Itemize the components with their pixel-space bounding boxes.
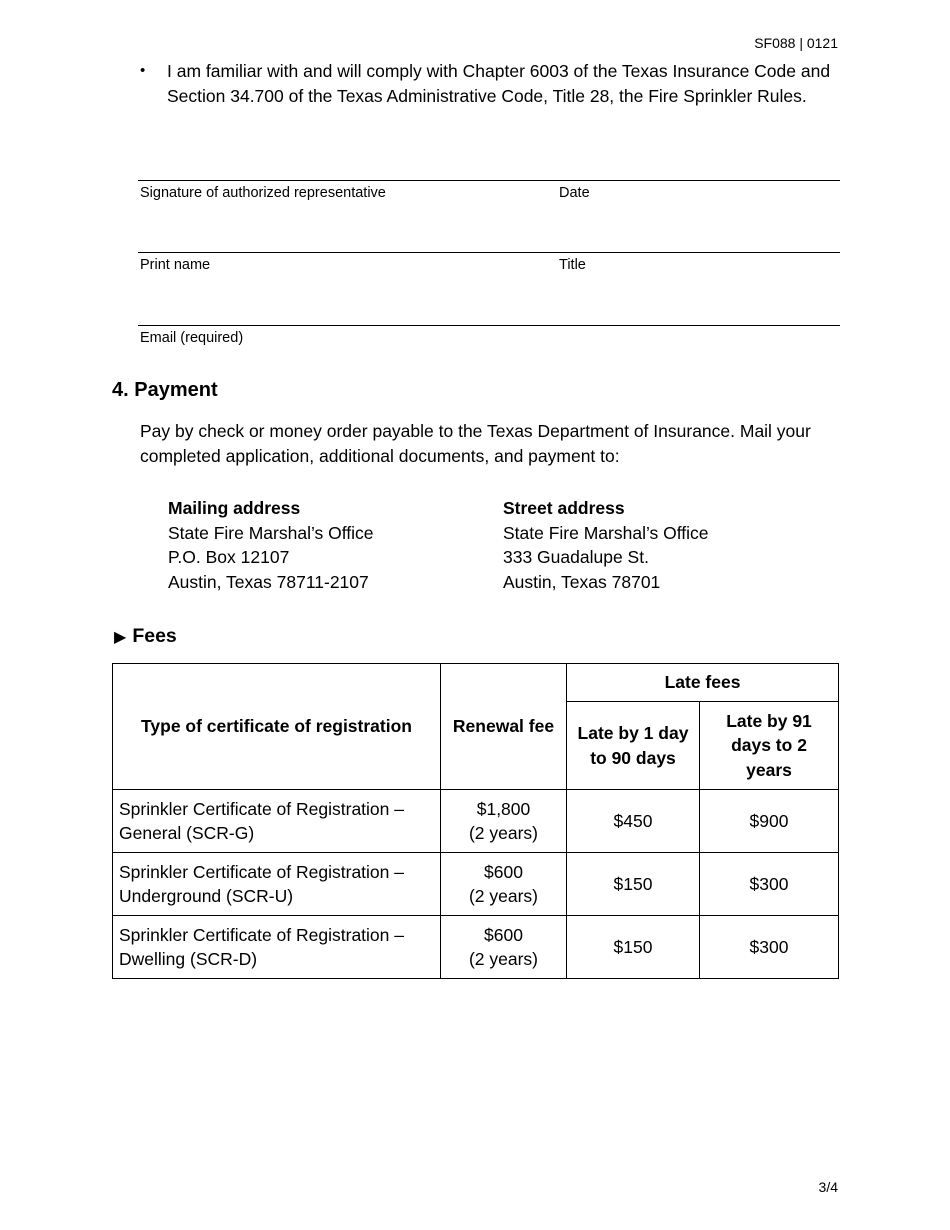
attestation-text: I am familiar with and will comply with Chapter 6003 of the Texas Insurance Code and Section 34.700 of the Texas Administrative Code, Title 28, the Fire Sprinkler Rules.	[167, 61, 831, 106]
payment-intro: Pay by check or money order payable to the Texas Department of Insurance. Mail your completed application, additional documents, and payment to:	[140, 421, 811, 466]
late-fee-2: $300	[700, 853, 839, 916]
attestation-bullet	[140, 59, 840, 108]
mailing-address	[168, 496, 374, 594]
late-fee-1: $150	[567, 916, 700, 979]
bullet-dot: •	[140, 62, 146, 79]
payment-heading: 4. Payment	[112, 379, 218, 401]
header-renewal-fee: Renewal fee	[441, 664, 567, 790]
mailing-address-line: P.O. Box 12107	[168, 547, 290, 567]
email-label: Email (required)	[140, 330, 244, 346]
late-fee-1: $450	[567, 790, 700, 853]
street-address-line: Austin, Texas 78701	[503, 571, 661, 592]
fees-heading[interactable]	[114, 625, 177, 648]
signature-label: Signature of authorized representative	[140, 185, 386, 201]
mailing-address-line: Austin, Texas 78711-2107	[168, 571, 369, 592]
renewal-term: (2 years)	[468, 886, 539, 906]
late-fee-1: $150	[567, 853, 700, 916]
page-number: 3/4	[818, 1179, 838, 1195]
date-label: Date	[559, 185, 590, 201]
table-row	[113, 853, 839, 916]
street-address-heading: Street address	[503, 498, 625, 518]
title-label: Title	[559, 257, 586, 273]
header-late-1-90: Late by 1 day to 90 days	[567, 702, 700, 790]
late-fee-2: $900	[700, 790, 839, 853]
certificate-type: Sprinkler Certificate of Registration – Underground (SCR-U)	[113, 853, 441, 916]
print-name-line[interactable]	[138, 252, 840, 253]
header-type: Type of certificate of registration	[113, 664, 441, 790]
expand-triangle-icon[interactable]: ▶	[114, 628, 127, 646]
mailing-address-line: State Fire Marshal’s Office	[168, 522, 374, 543]
signature-line[interactable]	[138, 180, 840, 181]
header-late-fees: Late fees	[567, 664, 839, 702]
form-id: SF088 | 0121	[754, 35, 838, 51]
header-late-91-2y: Late by 91 days to 2 years	[700, 702, 839, 790]
certificate-type: Sprinkler Certificate of Registration – Dwelling (SCR-D)	[113, 916, 441, 979]
mailing-address-heading: Mailing address	[168, 498, 301, 518]
table-row	[113, 790, 839, 853]
renewal-term: (2 years)	[468, 823, 539, 843]
fees-heading-label: Fees	[132, 625, 177, 647]
fees-table	[112, 663, 839, 979]
email-line[interactable]	[138, 325, 840, 326]
renewal-term: (2 years)	[468, 949, 539, 969]
street-address-line: State Fire Marshal’s Office	[503, 522, 709, 543]
renewal-amount: $1,800	[476, 798, 531, 819]
street-address-line: 333 Guadalupe St.	[503, 547, 649, 567]
renewal-amount: $600	[484, 861, 523, 882]
renewal-fee	[441, 916, 567, 979]
late-fee-2: $300	[700, 916, 839, 979]
renewal-fee	[441, 853, 567, 916]
table-row	[113, 916, 839, 979]
print-name-label: Print name	[140, 257, 211, 273]
renewal-amount: $600	[484, 924, 523, 945]
renewal-fee	[441, 790, 567, 853]
certificate-type: Sprinkler Certificate of Registration – General (SCR-G)	[113, 790, 441, 853]
street-address	[503, 496, 709, 594]
